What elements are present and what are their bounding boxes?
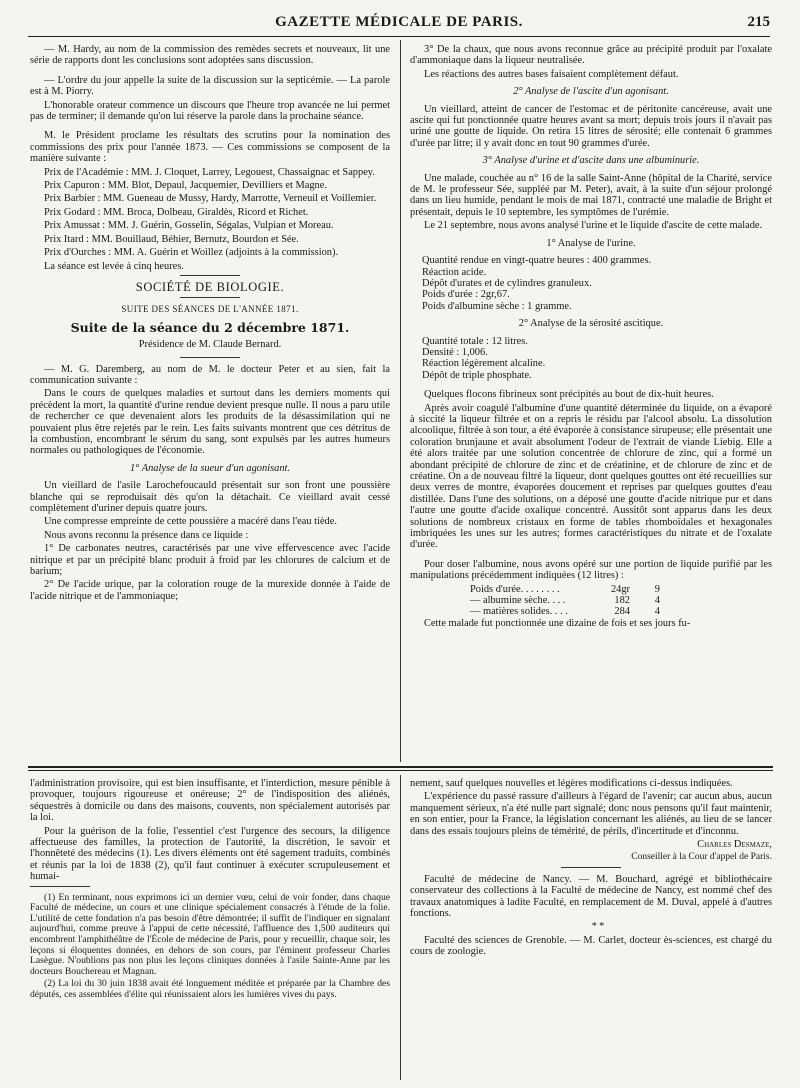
presidence: Présidence de M. Claude Bernard. bbox=[138, 339, 282, 351]
analysis-heading: 3° Analyse d'urine et d'ascite dans une albuminurie. bbox=[482, 155, 700, 167]
prize-item: Prix Capuron : MM. Blot, Depaul, Jacquemier, Devilliers et Magne. bbox=[44, 180, 327, 192]
stat-line: Quantité rendue en vingt-quatre heures : 400 grammes. bbox=[422, 255, 652, 267]
prize-item: Prix Itard : MM. Bouillaud, Béhier, Bernutz, Bourdon et Sée. bbox=[44, 233, 299, 245]
paragraph: Le 21 septembre, nous avons analysé l'urine et le liquide d'ascite de cette malade. bbox=[424, 220, 763, 232]
page-number: 215 bbox=[747, 14, 770, 30]
paragraph: Dans le cours de quelques maladies et surtout dans les derniers moments qui précèdent la mort, la quantité d'urine rendue devient presque nulle. Il nous a paru utile de rechercher ce que devenaient alors les produits de la désassimilation qui ne pouvaient plus être rejetés par le rein. Les faits suivants montrent que ces détritus de la combustion, encombrant le sérum du sang, sont expulsés par les autres humeurs normales ou pathologiques de l'économie. bbox=[30, 388, 390, 457]
prize-item: Prix Barbier : MM. Gueneau de Mussy, Hardy, Marrotte, Verneuil et Voillemier. bbox=[44, 193, 377, 205]
paragraph: Faculté des sciences de Grenoble. — M. Carlet, docteur ès-sciences, est chargé du cours de zoologie. bbox=[410, 934, 772, 958]
paragraph: Quelques flocons fibrineux sont précipités au bout de dix-huit heures. bbox=[424, 389, 714, 401]
prize-item: Prix Amussat : MM. J. Guérin, Gosselin, Ségalas, Vulpian et Moreau. bbox=[44, 220, 334, 232]
paragraph: M. le Président proclame les résultats des scrutins pour la nomination des commissions des prix pour l'année 1873. — Ces commissions se composent de la manière suivante : bbox=[30, 130, 390, 165]
column-divider bbox=[400, 775, 401, 1080]
paragraph: Après avoir coagulé l'albumine d'une quantité déterminée du liquide, on a évaporé à siccité la liqueur filtrée et on a repris le résidu par l'alcool absolu. La dissolution alcoolique, filtrée à son tour, a été évaporée à consistance sirupeuse; elle présentait une coloration brunjaune et avait absolument l'odeur de l'extrait de viande Liebig. Elle a été alors traitée par une solution concentrée de chlorure de zinc, qui a formé un abondant précipité de chlorure de zinc et de créatinine, et de chlorure de zinc et de créatine. On a de nouveau filtré la liqueur, dont quelques gouttes ont été recueillies sur deux verres de montre, évaporées doucement et reprises par quelques gouttes d'eau distillée. Dans l'une des solutions, on a déposé une goutte d'acide nitrique pur et dans l'autre une goutte d'acide oxalique concentré. Aussitôt sont apparus dans les deux solutions de nombreux cristaux en forme de tables rhomboïdales et hexagonales imbriquées les unes sur les autres; formes caractéristiques du nitrate et de l'oxalate d'urée. bbox=[410, 402, 772, 551]
analysis-subheading: 1° Analyse de l'urine. bbox=[546, 237, 636, 249]
left-column-top bbox=[30, 44, 390, 760]
table-value: 9 bbox=[654, 583, 660, 595]
stat-line: Réaction acide. bbox=[422, 266, 487, 278]
stat-line: Poids d'urée : 2gr,67. bbox=[422, 289, 510, 301]
paragraph: Pour doser l'albumine, nous avons opéré sur une portion de liquide purifié par les manipulations précédemment indiquées (12 litres) : bbox=[410, 558, 772, 582]
paragraph: Les réactions des autres bases faisaient complètement défaut. bbox=[424, 68, 679, 80]
table-label: — albumine sèche. . . . bbox=[470, 595, 566, 607]
right-column-bottom bbox=[410, 778, 772, 1080]
table-value: 284 bbox=[614, 606, 630, 618]
stat-line: Dépôt de triple phosphate. bbox=[422, 369, 532, 381]
section-rule bbox=[28, 766, 773, 768]
subsection-label: SUITE DES SÉANCES DE L'ANNÉE 1871. bbox=[121, 304, 299, 315]
paragraph: 2° De l'acide urique, par la coloration rouge de la murexide donnée à l'aide de l'acide nitrique et de l'ammoniaque; bbox=[30, 579, 390, 602]
stat-line: Quantité totale : 12 litres. bbox=[422, 335, 528, 347]
paragraph: — M. Hardy, au nom de la commission des remèdes secrets et nouveaux, lit une série de rapports dont les conclusions sont adoptées sans discussion. bbox=[30, 44, 390, 67]
stat-line: Densité : 1,006. bbox=[422, 346, 488, 358]
footnote-rule bbox=[30, 886, 90, 887]
prize-item: Prix de l'Académie : MM. J. Cloquet, Larrey, Legouest, Chassaignac et Sappey. bbox=[44, 166, 375, 178]
paragraph: 3° De la chaux, que nous avons reconnue grâce au précipité produit par l'oxalate d'ammoniaque dans la liqueur neutralisée. bbox=[410, 44, 772, 67]
table-row bbox=[410, 606, 772, 617]
divider bbox=[180, 297, 240, 298]
journal-title: GAZETTE MÉDICALE DE PARIS. bbox=[275, 14, 523, 30]
paragraph: Une compresse empreinte de cette poussière a macéré dans l'eau tiède. bbox=[44, 516, 337, 528]
stat-line: Dépôt d'urates et de cylindres granuleux. bbox=[422, 277, 592, 289]
paragraph: Pour la guérison de la folie, l'essentiel c'est l'urgence des secours, la diligence affectueuse des familles, la protection de l'autorité, la discrétion, le savoir et l'honnêteté des médecins (1). Les divers éléments ont été sagement traduits, combinés et réunis par la loi de 1838 (2), qu'il faut continuer à exécuter scrupuleusement et humai- bbox=[30, 825, 390, 883]
divider bbox=[180, 275, 240, 276]
paragraph: L'honorable orateur commence un discours que l'heure trop avancée ne lui permet pas de terminer; il demande qu'on lui réserve la parole dans la prochaine séance. bbox=[30, 99, 390, 123]
paragraph: Faculté de médecine de Nancy. — M. Bouchard, agrégé et bibliothécaire conservateur des collections à la Faculté de médecine de Nancy, est nommé chef des travaux anatomiques à ladite Faculté, en remplacement de M. Duval, appelé à d'autres fonctions. bbox=[410, 873, 772, 920]
paragraph: La séance est levée à cinq heures. bbox=[44, 260, 184, 272]
analysis-heading: 1° Analyse de la sueur d'un agonisant. bbox=[129, 462, 290, 474]
analysis-subheading: 2° Analyse de la sérosité ascitique. bbox=[518, 318, 664, 330]
paragraph: Un vieillard, atteint de cancer de l'estomac et de péritonite cancéreuse, avait une ascite qui fut ponctionnée quatre heures avant sa mort; depuis trois jours il n'avait pas uriné une goutte de liquide. On retira 15 litres de sérosité; elle contenait 6 grammes d'urée par litre; il y avait donc en tout 90 grammes d'urée. bbox=[410, 103, 772, 149]
paragraph: — M. G. Daremberg, au nom de M. le docteur Peter et au sien, fait la communication suivante : bbox=[30, 363, 390, 386]
signature: Charles Desmaze, bbox=[697, 839, 772, 851]
divider bbox=[180, 357, 240, 358]
paragraph: l'administration provisoire, qui est bien insuffisante, et l'interdiction, mesure pénible à provoquer, toujours rigoureuse et onéreuse; 2° de l'indisposition des aliénés, séquestrés à domicile ou dans des maisons, couvents, non spécialement autorisés par la loi. bbox=[30, 778, 390, 824]
session-title: Suite de la séance du 2 décembre 1871. bbox=[70, 319, 350, 335]
paragraph: Nous avons reconnu la présence dans ce liquide : bbox=[44, 529, 249, 541]
table-label: Poids d'urée. . . . . . . . bbox=[470, 583, 560, 595]
page-header bbox=[28, 14, 770, 37]
right-column-top bbox=[410, 44, 772, 760]
section-title: SOCIÉTÉ DE BIOLOGIE. bbox=[135, 279, 285, 294]
prize-item: Prix d'Ourches : MM. A. Guérin et Woillez (adjoints à la commission). bbox=[44, 247, 339, 259]
paragraph: L'expérience du passé rassure d'ailleurs à l'égard de l'avenir; car aucun abus, aucun manquement sérieux, n'a été nulle part signalé; donc nous pensons qu'il faut maintenir, en son entier, pour la France, la législation concernant les aliénés, au lieu de se lancer dans des essais toujours pleins de témérité, de périls, d'incertitude et d'inconnu. bbox=[410, 791, 772, 837]
paragraph: Une malade, couchée au n° 16 de la salle Saint-Anne (hôpital de la Charité, service de M. le professeur Sée, suppléé par M. Peter), avait, à la suite d'un séjour prolongé dans un lieu humide, pendant le mois de mai 1871, contracté une maladie de Bright et présentait, depuis le 10 septembre, les symptômes de l'urémie. bbox=[410, 172, 772, 218]
table-row bbox=[410, 595, 772, 606]
table-value: 24gr bbox=[610, 583, 630, 595]
footnote: (2) La loi du 30 juin 1838 avait été longuement méditée et préparée par la Chambre des députés, ces assemblées d'élite qui réunissaient alors les lumières vives du pays. bbox=[30, 978, 390, 1000]
asterism: * * bbox=[591, 921, 605, 933]
analysis-heading: 2° Analyse de l'ascite d'un agonisant. bbox=[513, 86, 669, 98]
paragraph: nement, sauf quelques nouvelles et légères modifications ci-dessus indiquées. bbox=[410, 778, 733, 789]
table-label: — matières solides. . . . bbox=[470, 606, 568, 618]
divider bbox=[561, 867, 621, 868]
table-value: 4 bbox=[654, 606, 660, 618]
table-value: 4 bbox=[654, 595, 660, 607]
column-divider bbox=[400, 40, 401, 762]
signature-role: Conseiller à la Cour d'appel de Paris. bbox=[631, 852, 772, 863]
stat-line: Réaction légèrement alcaline. bbox=[422, 358, 546, 370]
stat-line: Poids d'albumine sèche : 1 gramme. bbox=[422, 300, 572, 312]
section-rule bbox=[28, 770, 773, 771]
table-row bbox=[410, 584, 772, 595]
table-value: 182 bbox=[614, 595, 630, 607]
paragraph: Un vieillard de l'asile Larochefoucauld présentait sur son front une poussière blanche qui se reproduisait dès qu'on la détachait. Ce vieillard avait cessé complètement d'uriner depuis quatre jours. bbox=[30, 480, 390, 514]
footnote: (1) En terminant, nous exprimons ici un dernier vœu, celui de voir fonder, dans chaque Faculté de médecine, un cours et une clinique spécialement consacrés à l'étude de la folie. L'utilité de cette fondation n'a pas besoin d'être démontrée; il suffit de l'indiquer en signalant aujourd'hui, comme preuve à l'appui de cette nécessité, l'affluence des 1,500 auditeurs qui encombrent l'amphithéâtre de l'École de médecine de Paris, pour y recueillir, chaque soir, les leçons si éloquentes données, en dehors de son cours, par l'éminent professeur Charles Lasègue. N'oublions pas non plus les leçons cliniques données à l'asile Sainte-Anne par les docteurs Bouchereau et Magnan. bbox=[30, 891, 390, 977]
prize-item: Prix Godard : MM. Broca, Dolbeau, Giraldès, Ricord et Richet. bbox=[44, 206, 309, 218]
left-column-bottom bbox=[30, 778, 390, 1080]
paragraph: Cette malade fut ponctionnée une dizaine de fois et ses jours fu- bbox=[424, 617, 691, 629]
paragraph: — L'ordre du jour appelle la suite de la discussion sur la septicémie. — La parole est à M. Piorry. bbox=[30, 74, 390, 98]
paragraph: 1° De carbonates neutres, caractérisés par une vive effervescence avec l'acide nitrique et par un précipité blanc produit à froid par les chlorures de calcium et de barium; bbox=[30, 543, 390, 578]
